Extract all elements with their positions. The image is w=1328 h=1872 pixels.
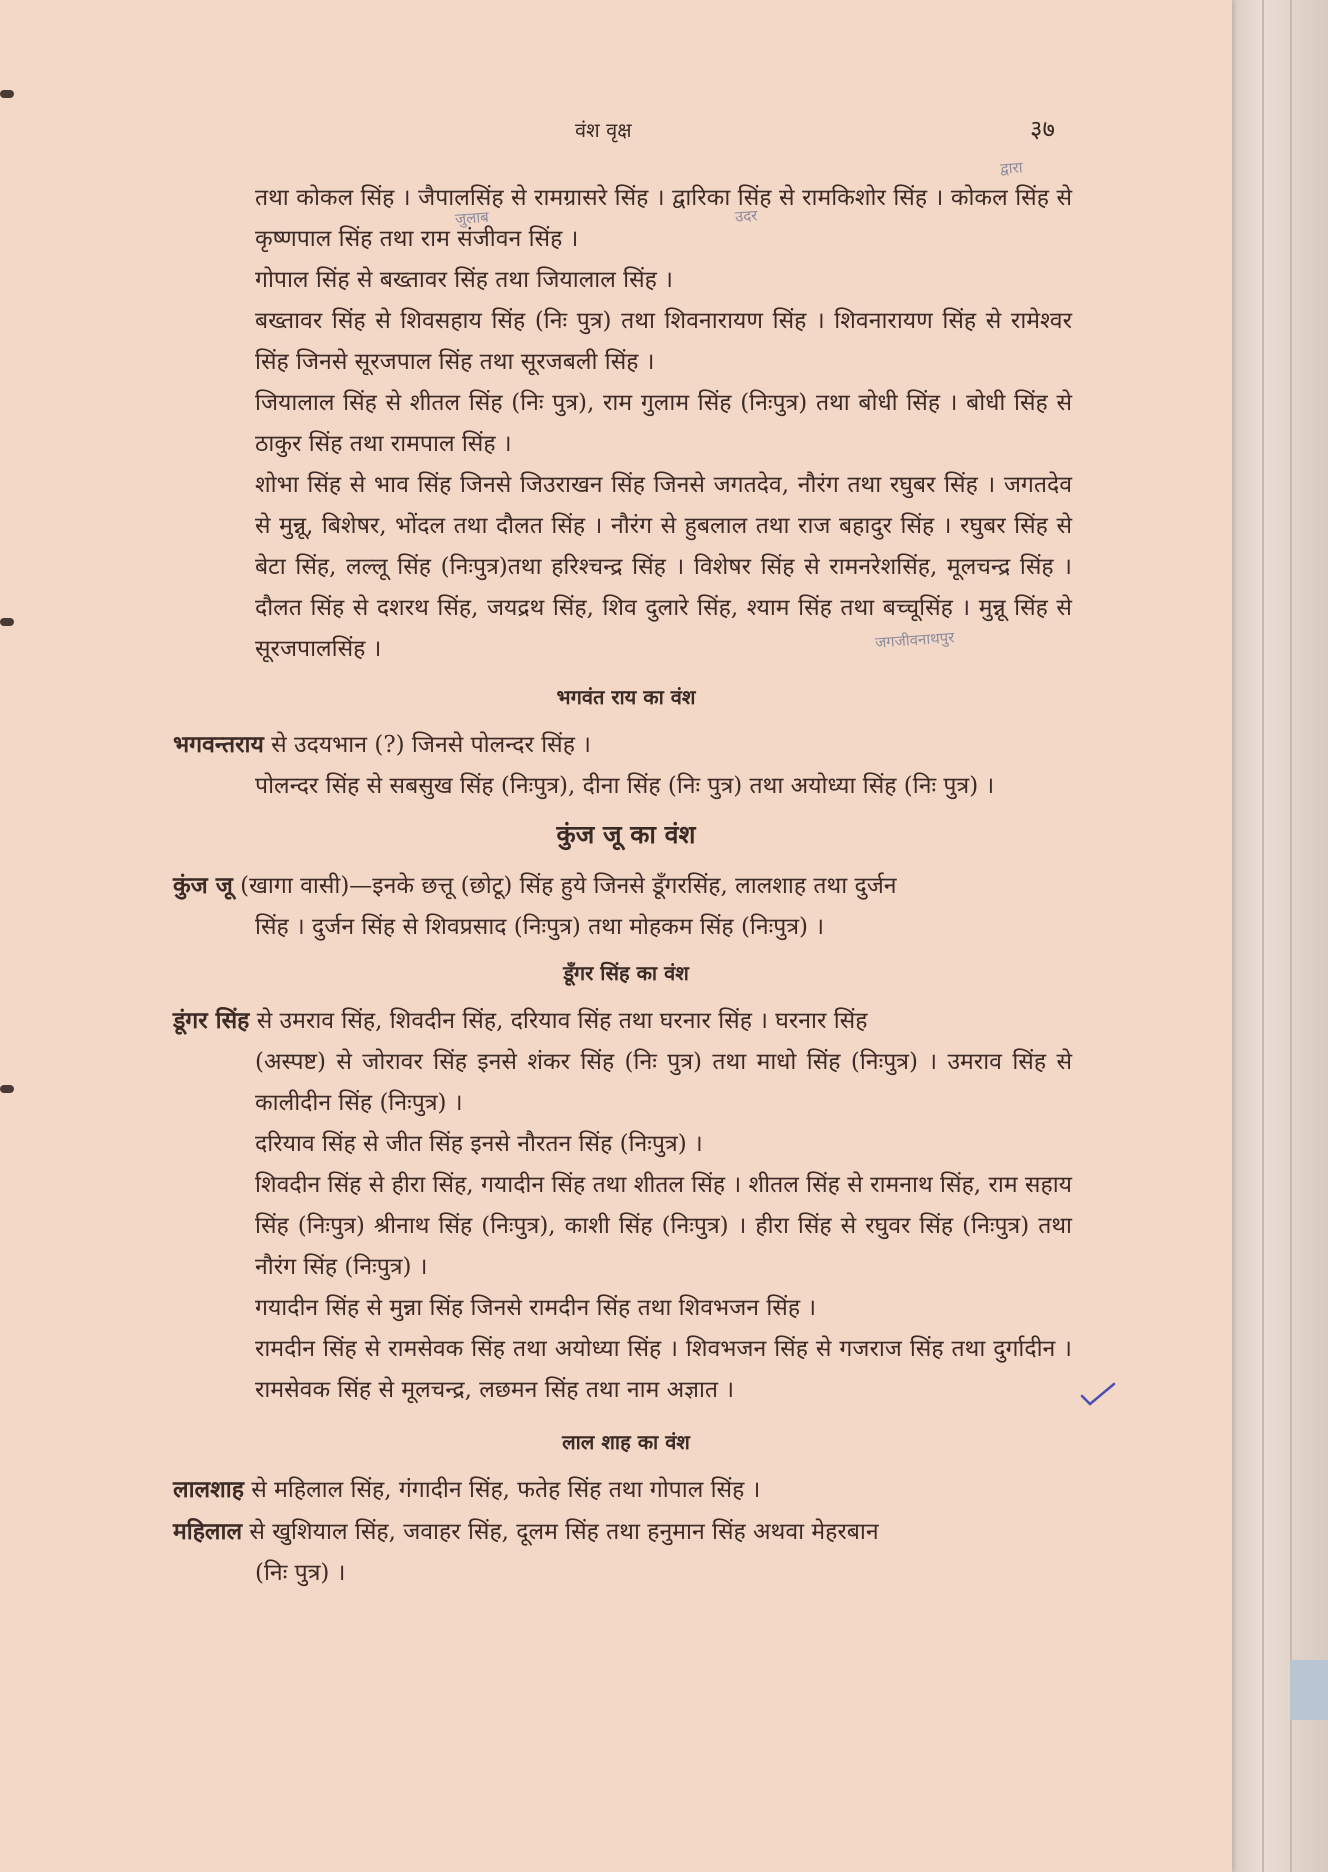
entry-text: से महिलाल सिंह, गंगादीन सिंह, फतेह सिंह तथा गोपाल सिंह ।: [243, 1477, 761, 1503]
paragraph: दरियाव सिंह से जीत सिंह इनसे नौरतन सिंह (निःपुत्र) ।: [255, 1131, 703, 1157]
entry-continuation: (अस्पष्ट) से जोरावर सिंह इनसे शंकर सिंह (निः पुत्र) तथा माधो सिंह (निःपुत्र) । उमराव सिंह से कालीदीन सिंह (निःपुत्र) ।: [255, 1049, 1072, 1116]
header-title: वंश वृक्ष: [575, 118, 632, 142]
page-edge-line: [1290, 0, 1292, 1872]
handwritten-note: उदर: [734, 206, 758, 226]
entry-text: (खागा वासी)—इनके छत्तू (छोटू) सिंह हुये जिनसे डूँगरसिंह, लालशाह तथा दुर्जन: [232, 873, 897, 899]
entry-continuation: (निः पुत्र) ।: [255, 1560, 346, 1586]
entry-lead: कुंज जू: [173, 872, 233, 899]
paragraph: पोलन्दर सिंह से सबसुख सिंह (निःपुत्र), दीना सिंह (निः पुत्र) तथा अयोध्या सिंह (निः पुत्र) ।: [255, 773, 995, 799]
entry-text: से खुशियाल सिंह, जवाहर सिंह, दूलम सिंह तथा हनुमान सिंह अथवा मेहरबान: [242, 1519, 879, 1545]
lineage-entry: [173, 865, 1072, 907]
entry-lead: डूंगर सिंह: [173, 1007, 250, 1034]
page-edge: [1230, 0, 1328, 1872]
entry-text: से उमराव सिंह, शिवदीन सिंह, दरियाव सिंह तथा घरनार सिंह । घरनार सिंह: [249, 1008, 868, 1034]
handwritten-note: जगजीवनाथपुर: [874, 628, 955, 652]
paragraph: बख्तावर सिंह से शिवसहाय सिंह (निः पुत्र) तथा शिवनारायण सिंह । शिवनारायण सिंह से रामेश्वर सिंह जिनसे सूरजपाल सिंह तथा सूरजबली सिंह ।: [255, 308, 1072, 375]
bottom-strip: [1290, 1660, 1328, 1720]
entry-lead: लालशाह: [173, 1476, 244, 1503]
paragraph: शोभा सिंह से भाव सिंह जिनसे जिउराखन सिंह जिनसे जगतदेव, नौरंग तथा रघुबर सिंह । जगतदेव से मुन्नू, बिशेषर, भोंदल तथा दौलत सिंह । नौरंग से हुबलाल तथा राज बहादुर सिंह । रघुबर सिंह से बेटा सिंह, लल्लू सिंह (निःपुत्र)तथा हरिश्चन्द्र सिंह । विशेषर सिंह से रामनरेशसिंह, मूलचन्द्र सिंह । दौलत सिंह से दशरथ सिंह, जयद्रथ सिंह, शिव दुलारे सिंह, श्याम सिंह तथा बच्चूसिंह । मुन्नू सिंह से सूरजपालसिंह ।: [255, 472, 1072, 662]
section-heading: कुंज जू का वंश: [556, 820, 696, 849]
paragraph: रामदीन सिंह से रामसेवक सिंह तथा अयोध्या सिंह । शिवभजन सिंह से गजराज सिंह तथा दुर्गादीन । रामसेवक सिंह से मूलचन्द्र, लछमन सिंह तथा नाम अज्ञात ।: [255, 1336, 1072, 1403]
lineage-entry: [173, 1469, 1072, 1511]
entry-continuation: सिंह । दुर्जन सिंह से शिवप्रसाद (निःपुत्र) तथा मोहकम सिंह (निःपुत्र) ।: [255, 914, 825, 940]
page-number: ३७: [1030, 115, 1055, 143]
section-heading: लाल शाह का वंश: [562, 1430, 690, 1454]
lineage-entry: [173, 724, 1072, 766]
entry-lead: महिलाल: [173, 1518, 243, 1545]
handwritten-note: जुलाब: [454, 207, 490, 229]
paragraph: शिवदीन सिंह से हीरा सिंह, गयादीन सिंह तथा शीतल सिंह । शीतल सिंह से रामनाथ सिंह, राम सहाय सिंह (निःपुत्र) श्रीनाथ सिंह (निःपुत्र), काशी सिंह (निःपुत्र) । हीरा सिंह से रघुवर सिंह (निःपुत्र) तथा नौरंग सिंह (निःपुत्र) ।: [255, 1172, 1072, 1280]
page-body: [0, 178, 1232, 1594]
handwritten-note: द्वारा: [999, 158, 1024, 178]
binding-hole: [0, 90, 14, 98]
paragraph: गोपाल सिंह से बख्तावर सिंह तथा जियालाल सिंह ।: [255, 267, 673, 293]
section-heading: भगवंत राय का वंश: [556, 685, 696, 709]
page-edge-line: [1262, 0, 1264, 1872]
running-header: [0, 116, 1232, 150]
entry-lead: भगवन्तराय: [173, 731, 264, 758]
lineage-entry: [173, 1000, 1072, 1042]
paragraph: तथा कोकल सिंह । जैपालसिंह से रामग्रासरे सिंह । द्वारिका सिंह से रामकिशोर सिंह । कोकल सिंह से कृष्णपाल सिंह तथा राम संजीवन सिंह ।: [255, 185, 1072, 252]
section-heading: डूँगर सिंह का वंश: [563, 961, 689, 985]
lineage-entry: [173, 1511, 1072, 1553]
paragraph: गयादीन सिंह से मुन्ना सिंह जिनसे रामदीन सिंह तथा शिवभजन सिंह ।: [255, 1295, 817, 1321]
paragraph: जियालाल सिंह से शीतल सिंह (निः पुत्र), राम गुलाम सिंह (निःपुत्र) तथा बोधी सिंह । बोधी सिंह से ठाकुर सिंह तथा रामपाल सिंह ।: [255, 390, 1072, 457]
entry-text: से उदयभान (?) जिनसे पोलन्दर सिंह ।: [263, 732, 591, 758]
